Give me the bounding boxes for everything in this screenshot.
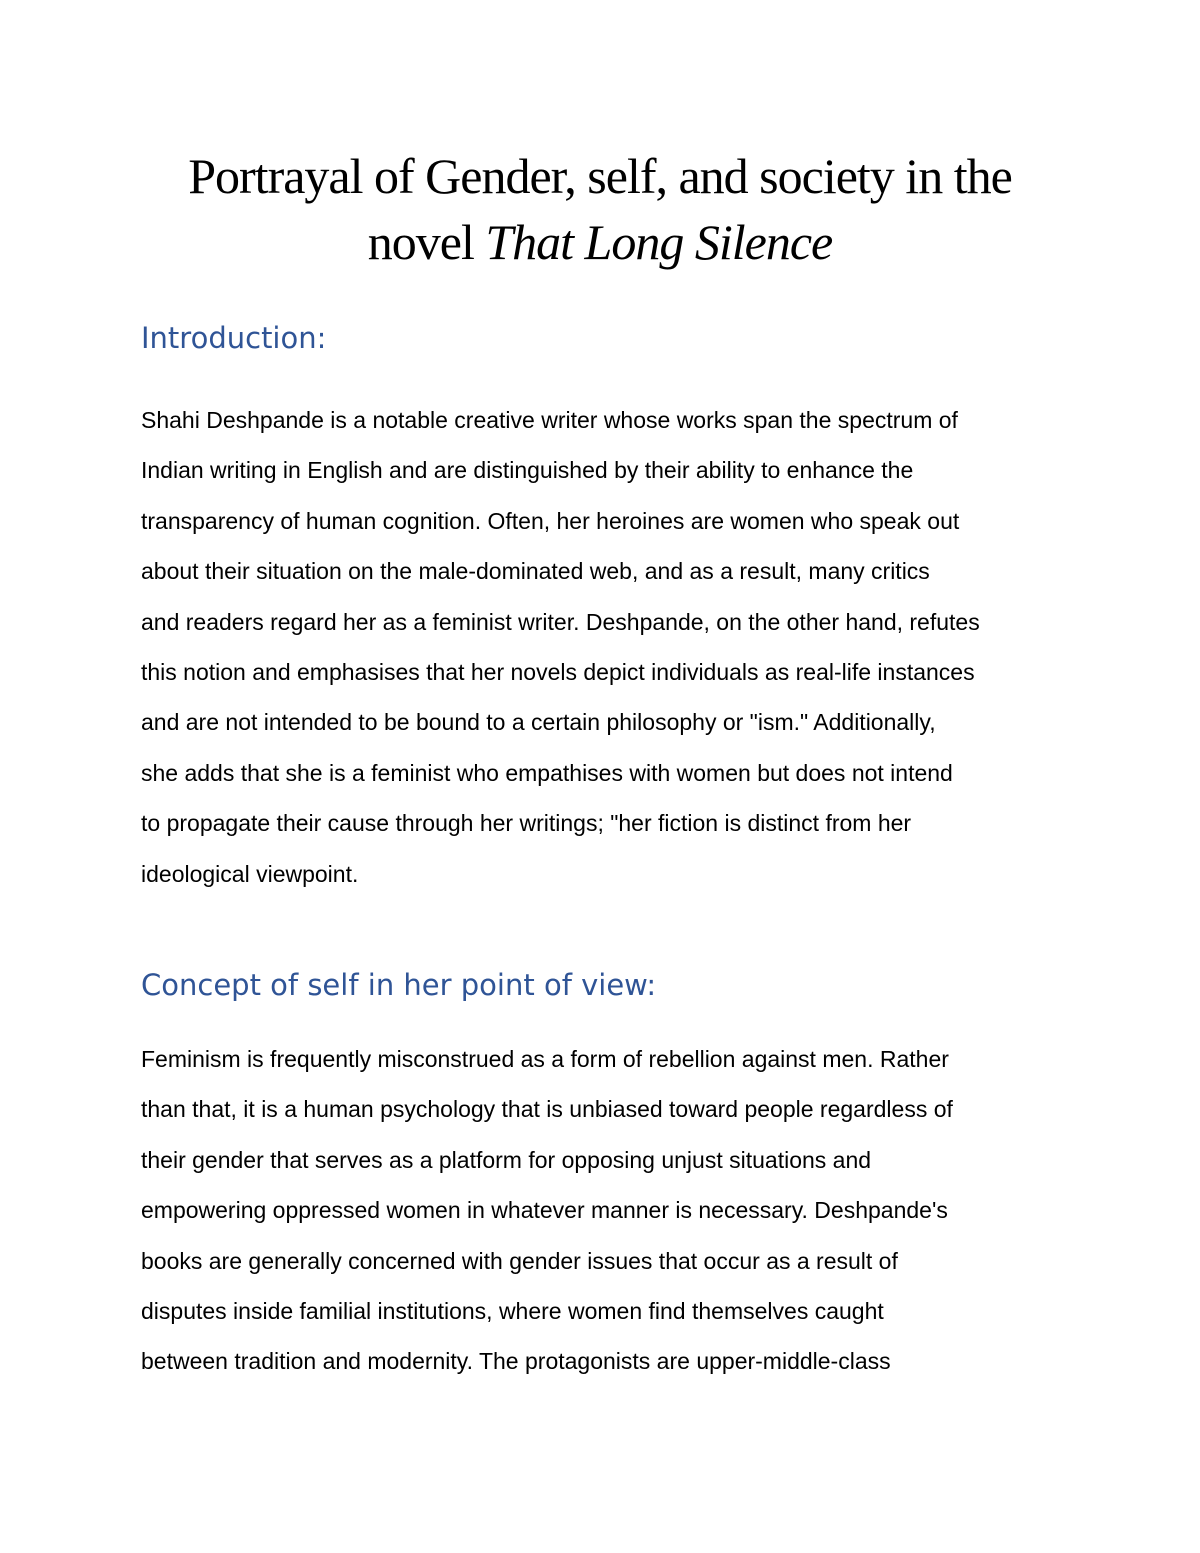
paragraph-line: Shahi Deshpande is a notable creative writer whose works span the spectrum of (141, 407, 958, 433)
title-line-2-prefix: novel (367, 214, 486, 270)
paragraph-line: and are not intended to be bound to a certain philosophy or "ism." Additionally, (141, 709, 936, 736)
paragraph-line: transparency of human cognition. Often, her heroines are women who speak out (141, 507, 960, 534)
paragraph-line: books are generally concerned with gender issues that occur as a result of (141, 1247, 898, 1274)
title-line-1: Portrayal of Gender, self, and society in the (188, 148, 1012, 204)
paragraph-line: to propagate their cause through her writings; "her fiction is distinct from her (141, 810, 912, 837)
paragraph-line: this notion and emphasises that her novels depict individuals as real-life instances (141, 658, 975, 685)
paragraph-line: Feminism is frequently misconstrued as a form of rebellion against men. Rather (141, 1046, 949, 1072)
paragraph-line: about their situation on the male-dominated web, and as a result, many critics (141, 558, 930, 585)
introduction-paragraph (141, 395, 1081, 899)
document-title (100, 143, 1100, 275)
paragraph-line: ideological viewpoint. (141, 860, 359, 887)
introduction-heading: Introduction: (141, 321, 327, 355)
paragraph-line: disputes inside familial institutions, where women find themselves caught (141, 1297, 884, 1324)
paragraph-line: Indian writing in English and are distinguished by their ability to enhance the (141, 457, 914, 484)
paragraph-line: she adds that she is a feminist who empathises with women but does not intend (141, 759, 953, 786)
paragraph-line: their gender that serves as a platform for opposing unjust situations and (141, 1146, 872, 1173)
concept-of-self-heading: Concept of self in her point of view: (141, 968, 657, 1002)
paragraph-line: empowering oppressed women in whatever manner is necessary. Deshpande's (141, 1197, 948, 1224)
novel-name: That Long Silence (485, 214, 833, 270)
paragraph-line: than that, it is a human psychology that is unbiased toward people regardless of (141, 1096, 953, 1123)
paragraph-line: and readers regard her as a feminist writer. Deshpande, on the other hand, refutes (141, 608, 980, 635)
paragraph-line: between tradition and modernity. The protagonists are upper-middle-class (141, 1348, 891, 1375)
concept-of-self-paragraph (141, 1034, 1081, 1387)
